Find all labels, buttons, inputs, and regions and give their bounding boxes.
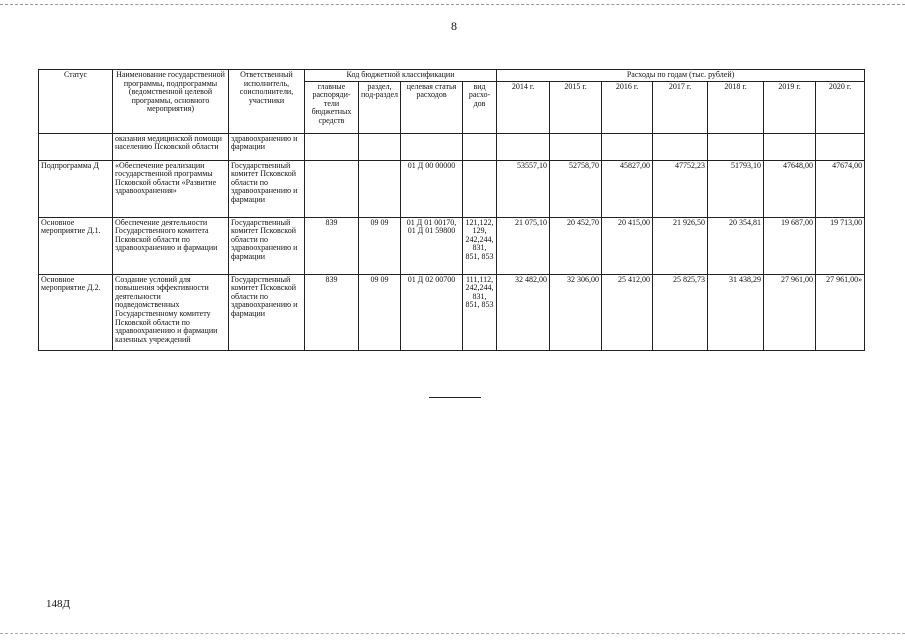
footer-code: 148Д bbox=[46, 598, 71, 610]
cell-type bbox=[463, 160, 497, 217]
cell-value bbox=[653, 133, 708, 160]
header-responsible: Ответственный исполнитель, соисполнители, участники bbox=[229, 70, 305, 134]
cell-responsible: Государственный комитет Псковской области по здравоохранению и фармации bbox=[229, 217, 305, 274]
cell-value: 25 825,73 bbox=[653, 274, 708, 350]
cell-value: 27 961,00» bbox=[816, 274, 865, 350]
cell-grbs: 839 bbox=[305, 274, 359, 350]
table-row bbox=[39, 217, 865, 274]
cell-value: 21 075,10 bbox=[497, 217, 550, 274]
cell-section bbox=[359, 160, 401, 217]
cell-section: 09 09 bbox=[359, 274, 401, 350]
header-year: 2020 г. bbox=[816, 81, 865, 133]
cell-value: 20 415,00 bbox=[602, 217, 653, 274]
cell-status: Основное мероприятие Д.2. bbox=[39, 274, 113, 350]
cell-value: 51793,10 bbox=[708, 160, 764, 217]
cell-target bbox=[401, 133, 463, 160]
cell-value: 21 926,50 bbox=[653, 217, 708, 274]
cell-responsible: Государственный комитет Псковской области по здравоохранению и фармации bbox=[229, 160, 305, 217]
cell-status: Подпрограмма Д bbox=[39, 160, 113, 217]
header-expenses: Расходы по годам (тыс. рублей) bbox=[497, 70, 865, 82]
cell-target: 01 Д 01 00170, 01 Д 01 59800 bbox=[401, 217, 463, 274]
cell-status: Основное мероприятие Д.1. bbox=[39, 217, 113, 274]
cell-name: Обеспечение деятельности Государственного комитета Псковской области по здравоохранению и фармации bbox=[113, 217, 229, 274]
cell-status bbox=[39, 133, 113, 160]
table-row bbox=[39, 133, 865, 160]
cell-value bbox=[497, 133, 550, 160]
cell-value: 27 961,00 bbox=[764, 274, 816, 350]
header-target: целевая статья расходов bbox=[401, 81, 463, 133]
cell-value: 52758,70 bbox=[550, 160, 602, 217]
cell-value: 45827,00 bbox=[602, 160, 653, 217]
cell-value: 32 306,00 bbox=[550, 274, 602, 350]
cell-grbs: 839 bbox=[305, 217, 359, 274]
cell-value: 31 438,29 bbox=[708, 274, 764, 350]
header-year: 2016 г. bbox=[602, 81, 653, 133]
header-year: 2018 г. bbox=[708, 81, 764, 133]
cell-section bbox=[359, 133, 401, 160]
header-budget-code: Код бюджетной классификации bbox=[305, 70, 497, 82]
header-status: Статус bbox=[39, 70, 113, 134]
scan-edge-bottom bbox=[0, 633, 905, 638]
header-year: 2015 г. bbox=[550, 81, 602, 133]
cell-value: 20 452,70 bbox=[550, 217, 602, 274]
cell-value: 19 713,00 bbox=[816, 217, 865, 274]
header-name: Наименование государственной программы, подпрограммы (ведомственной целевой программы, основного мероприятия) bbox=[113, 70, 229, 134]
cell-value bbox=[816, 133, 865, 160]
page-number: 8 bbox=[451, 19, 457, 33]
cell-responsible: здравоохранению и фармации bbox=[229, 133, 305, 160]
header-section: раздел, под-раздел bbox=[359, 81, 401, 133]
cell-value bbox=[550, 133, 602, 160]
header-grbs: главные распоряди-тели бюджетных средств bbox=[305, 81, 359, 133]
cell-value bbox=[708, 133, 764, 160]
cell-name: Создание условий для повышения эффективности деятельности подведомственных Государственному комитету Псковской области по здравоохранению и фармации казенных учреждений bbox=[113, 274, 229, 350]
cell-value: 47648,00 bbox=[764, 160, 816, 217]
cell-value: 32 482,00 bbox=[497, 274, 550, 350]
cell-name: оказания медицинской помощи населению Псковской области bbox=[113, 133, 229, 160]
cell-name: «Обеспечение реализации государственной программы Псковской области «Развитие здравоохранения» bbox=[113, 160, 229, 217]
cell-value: 47674,00 bbox=[816, 160, 865, 217]
table-row bbox=[39, 160, 865, 217]
cell-value: 20 354,81 bbox=[708, 217, 764, 274]
cell-grbs bbox=[305, 160, 359, 217]
header-year: 2014 г. bbox=[497, 81, 550, 133]
cell-value bbox=[764, 133, 816, 160]
header-year: 2017 г. bbox=[653, 81, 708, 133]
cell-target: 01 Д 00 00000 bbox=[401, 160, 463, 217]
cell-value: 47752,23 bbox=[653, 160, 708, 217]
cell-grbs bbox=[305, 133, 359, 160]
header-year: 2019 г. bbox=[764, 81, 816, 133]
cell-value bbox=[602, 133, 653, 160]
cell-responsible: Государственный комитет Псковской области по здравоохранению и фармации bbox=[229, 274, 305, 350]
cell-value: 25 412,00 bbox=[602, 274, 653, 350]
budget-table bbox=[38, 69, 865, 351]
cell-value: 53557,10 bbox=[497, 160, 550, 217]
footer-separator-line bbox=[429, 397, 481, 398]
cell-type: 121,122, 129, 242,244, 831, 851, 853 bbox=[463, 217, 497, 274]
cell-target: 01 Д 02 00700 bbox=[401, 274, 463, 350]
header-type: вид расхо-дов bbox=[463, 81, 497, 133]
scan-edge-top bbox=[0, 4, 905, 9]
cell-value: 19 687,00 bbox=[764, 217, 816, 274]
table-row bbox=[39, 274, 865, 350]
cell-section: 09 09 bbox=[359, 217, 401, 274]
cell-type: 111,112, 242,244, 831, 851, 853 bbox=[463, 274, 497, 350]
cell-type bbox=[463, 133, 497, 160]
